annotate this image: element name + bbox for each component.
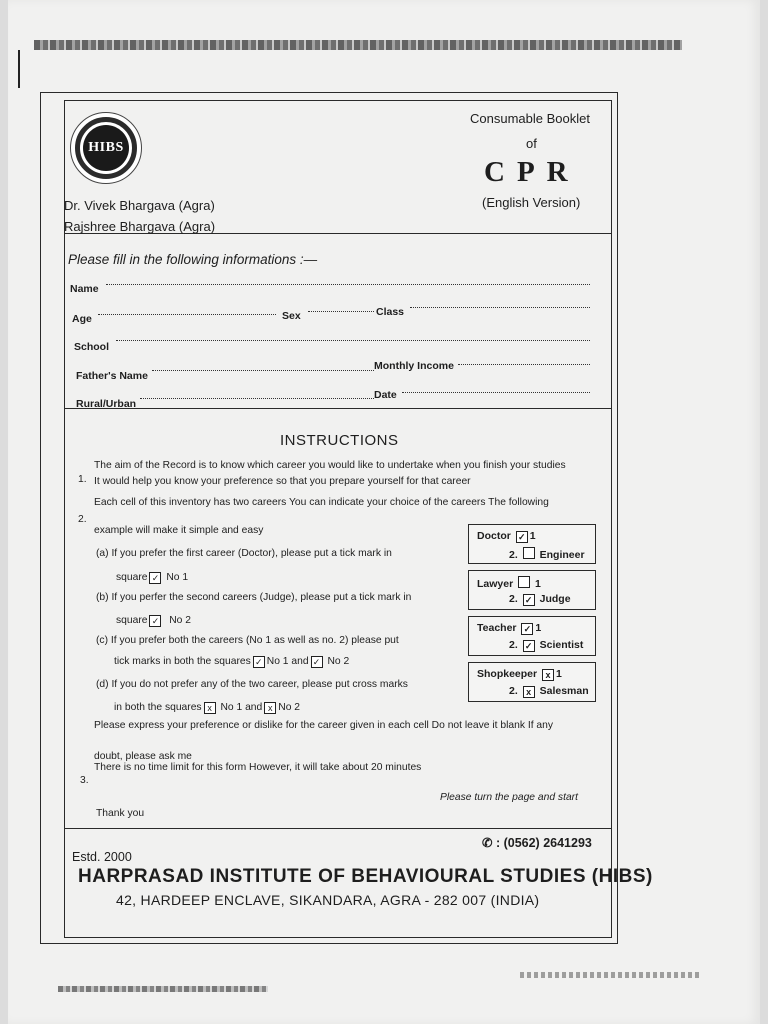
career-name: Teacher <box>477 622 517 634</box>
choice-box-icon[interactable]: ✓ <box>516 531 528 543</box>
sex-label: Sex <box>282 310 301 322</box>
scan-artifact-bottom-right <box>520 972 700 978</box>
hibs-logo <box>70 112 142 184</box>
item-c-line-2 <box>114 656 349 668</box>
example-cell <box>468 616 596 656</box>
example-cell <box>468 524 596 564</box>
example-cell <box>468 662 596 702</box>
item-d-no2: No 2 <box>278 702 301 713</box>
item-c-no2: No 2 <box>327 656 350 667</box>
item-a-square-text: square <box>116 572 148 583</box>
school-label: School <box>74 341 110 353</box>
item-a-no: No 1 <box>166 572 189 583</box>
choice-number: 1 <box>535 622 542 634</box>
item-1-line-2: It would help you know your preference so that you prepare yourself for that career <box>94 476 471 487</box>
choice-box-icon[interactable]: ✓ <box>521 623 533 635</box>
choice-box-icon[interactable]: x <box>523 686 535 698</box>
career-name: Doctor <box>477 530 511 542</box>
express-line-1: Please express your preference or dislike for the career given in each cell Do not leave it blank If any <box>94 720 554 731</box>
income-field[interactable] <box>458 364 590 365</box>
logo-text: HIBS <box>83 125 129 171</box>
sex-field[interactable] <box>308 311 374 312</box>
turn-page-note: Please turn the page and start <box>440 792 578 803</box>
item-a-line-2 <box>116 572 188 584</box>
item-d-text: in both the squares <box>114 702 202 713</box>
item-2-line-2: example will make it simple and easy <box>94 525 264 536</box>
class-label: Class <box>376 306 405 318</box>
choice-number: 2. <box>509 685 518 697</box>
example-second-career <box>509 639 583 652</box>
age-field[interactable] <box>98 314 276 315</box>
father-name-field[interactable] <box>152 370 374 371</box>
father-name-label: Father's Name <box>76 370 148 382</box>
tick-box-icon: ✓ <box>149 572 161 584</box>
rural-urban-field[interactable] <box>140 398 374 399</box>
scan-artifact-top <box>34 40 682 50</box>
choice-box-icon[interactable] <box>523 547 535 559</box>
item-a-line-1: (a) If you prefer the first career (Doctor), please put a tick mark in <box>96 548 392 559</box>
choice-box-icon[interactable] <box>518 576 530 588</box>
item-3-number: 3. <box>80 775 89 786</box>
date-label: Date <box>374 389 397 401</box>
career-name: Lawyer <box>477 578 514 590</box>
choice-box-icon[interactable]: ✓ <box>523 640 535 652</box>
divider-form <box>64 408 612 409</box>
example-second-career <box>509 685 589 698</box>
example-first-career <box>477 530 536 543</box>
rural-urban-label: Rural/Urban <box>76 398 137 410</box>
booklet-title: CPR <box>484 156 580 188</box>
career-name: Judge <box>539 593 571 605</box>
choice-number: 1 <box>556 668 562 680</box>
item-1-number: 1. <box>78 474 87 485</box>
career-name: Salesman <box>539 685 589 697</box>
cross-box-icon: x <box>204 702 216 714</box>
choice-number: 2. <box>509 593 518 605</box>
phone-number: ✆ : (0562) 2641293 <box>482 836 592 850</box>
item-d-no1: No 1 and <box>220 702 263 713</box>
item-b-line-1: (b) If you perfer the second careers (Judge), please put a tick mark in <box>96 592 412 603</box>
item-c-no1: No 1 and <box>266 656 309 667</box>
institute-address: 42, HARDEEP ENCLAVE, SIKANDARA, AGRA - 282 007 (INDIA) <box>116 892 540 908</box>
booklet-of: of <box>526 136 537 151</box>
career-name: Scientist <box>539 639 584 651</box>
thank-you: Thank you <box>96 808 145 819</box>
institute-name: HARPRASAD INSTITUTE OF BEHAVIOURAL STUDIES (HIBS) <box>78 866 653 887</box>
booklet-label: Consumable Booklet <box>470 111 590 126</box>
income-label: Monthly Income <box>374 360 454 372</box>
item-d-line-2 <box>114 702 300 714</box>
item-b-line-2 <box>116 615 191 627</box>
item-1-line-1: The aim of the Record is to know which career you would like to undertake when you finish your studies <box>94 460 566 471</box>
express-line-2: doubt, please ask me <box>94 751 192 762</box>
choice-number: 1 <box>535 578 541 590</box>
career-name: Shopkeeper <box>477 668 538 680</box>
item-2-line-1: Each cell of this inventory has two careers You can indicate your choice of the careers The following <box>94 497 549 508</box>
item-3-text: There is no time limit for this form However, it will take about 20 minutes <box>94 762 422 773</box>
instructions-title: INSTRUCTIONS <box>280 432 399 449</box>
item-c-text: tick marks in both the squares <box>114 656 251 667</box>
school-field[interactable] <box>116 340 590 341</box>
example-first-career <box>477 622 541 635</box>
example-cell <box>468 570 596 610</box>
example-second-career <box>509 547 585 561</box>
choice-number: 1 <box>529 530 536 542</box>
example-first-career <box>477 576 541 590</box>
choice-number: 2. <box>509 639 518 651</box>
name-field[interactable] <box>106 284 590 285</box>
divider-instructions <box>64 828 612 829</box>
choice-box-icon[interactable]: ✓ <box>523 594 535 606</box>
name-label: Name <box>70 283 99 295</box>
tick-box-icon: ✓ <box>253 656 265 668</box>
booklet-version: (English Version) <box>482 195 581 210</box>
career-name: Engineer <box>539 549 585 561</box>
scan-artifact-left <box>18 50 20 88</box>
author-2: Rajshree Bhargava (Agra) <box>64 219 216 234</box>
example-first-career <box>477 668 562 681</box>
choice-box-icon[interactable]: x <box>542 669 554 681</box>
tick-box-icon: ✓ <box>311 656 323 668</box>
date-field[interactable] <box>402 392 590 393</box>
choice-number: 2. <box>509 549 518 561</box>
example-second-career <box>509 593 571 606</box>
class-field[interactable] <box>410 307 590 308</box>
form-title: Please fill in the following informations :— <box>68 252 318 267</box>
age-label: Age <box>72 313 92 325</box>
established-year: Estd. 2000 <box>72 850 132 864</box>
scan-artifact-bottom <box>58 986 268 992</box>
item-c-line-1: (c) If you prefer both the careers (No 1 as well as no. 2) please put <box>96 635 399 646</box>
cross-box-icon: x <box>264 702 276 714</box>
tick-box-icon: ✓ <box>149 615 161 627</box>
item-2-number: 2. <box>78 514 87 525</box>
item-b-square-text: square <box>116 615 148 626</box>
author-1: Dr. Vivek Bhargava (Agra) <box>64 198 215 213</box>
item-d-line-1: (d) If you do not prefer any of the two career, please put cross marks <box>96 679 408 690</box>
item-b-no: No 2 <box>169 615 191 626</box>
